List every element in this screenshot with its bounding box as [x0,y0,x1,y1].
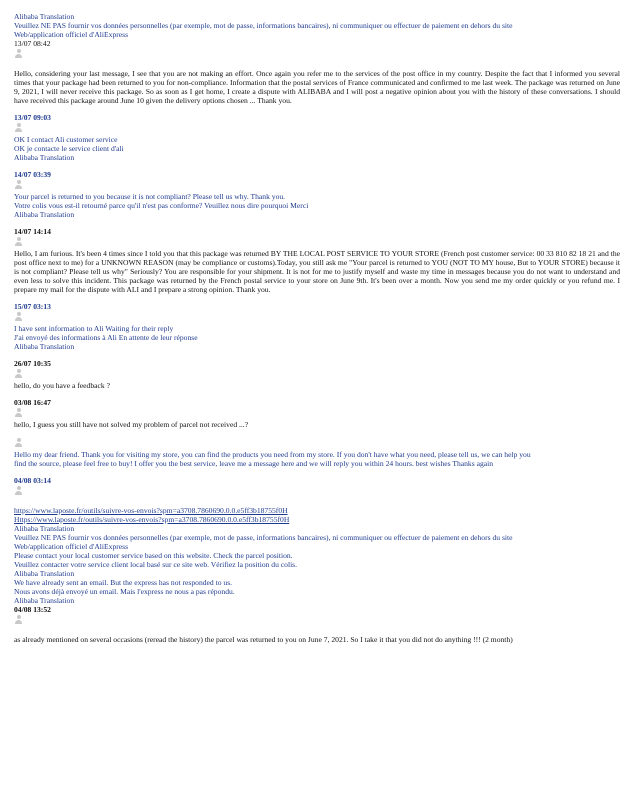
message-timestamp: 04/08 03:14 [14,476,51,485]
chat-transcript-document [14,12,620,644]
message-block [14,635,620,644]
message-timestamp: 04/08 13:52 [14,605,51,614]
message-block [14,381,620,390]
message-line: Web/application officiel d'AliExpress [14,542,129,551]
tracking-link[interactable]: Https://www.laposte.fr/outils/suivre-vos-envois?spm=a3708.7860690.0.0.e5ff3b18755f0H [14,515,290,524]
message-paragraph: Hello, I am furious. It's been 4 times since I told you that this package was returned BY THE LOCAL POST SERVICE TO YOUR STORE (French post customer service: 00 33 810 82 18 21 and the post office next to me) for a UNKNOWN REASON (may be compliance or customs).Today, you still ask me "Your parcel is returned to YOU (NOT TO MY house, But to YOUR STORE) because it is not compliant? Please tell us why" Seriously? You are responsible for your shipment. It is not for me to justify myself and waste my time in messages because you do not want to understand and even less to solve this incident. This package was returned by the French postal service to your store on June 9th. It's been over a month. Now you send me my order quickly or you refund me. I prepare my mail for the dispute with ALI and I prepare a strong opinion. Thank you. [14,249,620,294]
message-line: 13/07 08:42 [14,39,51,48]
message-line: find the source, please feel free to buy! I offer you the best service, leave me a message here and we will reply you within 24 hours. best wishes Thanks again [14,459,494,468]
message-timestamp: 14/07 03:39 [14,170,51,179]
spacer [14,162,620,170]
message-timestamp: 03/08 16:47 [14,398,51,407]
message-line: Alibaba Translation [14,12,75,21]
message-timestamp: 26/07 10:35 [14,359,51,368]
spacer [14,429,620,437]
message-block [14,39,620,48]
avatar-icon [14,48,620,61]
spacer [14,627,620,635]
message-line: Please contact your local customer service based on this website. Check the parcel position. [14,551,293,560]
message-line: Your parcel is returned to you because it is not compliant? Please tell us why. Thank you. [14,192,286,201]
message-block [14,192,620,219]
spacer [14,219,620,227]
message-line: Veuillez contacter votre service client local basé sur ce site web. Vérifiez la position du colis. [14,560,298,569]
message-block [14,506,620,605]
message-line: Alibaba Translation [14,524,75,533]
avatar-icon [14,485,620,498]
message-line: Nous avons déjà envoyé un email. Mais l'express ne nous a pas répondu. [14,587,235,596]
message-timestamp: 13/07 09:03 [14,113,51,122]
message-line: Alibaba Translation [14,569,75,578]
avatar-icon [14,122,620,135]
avatar-icon [14,614,620,627]
message-line: Veuillez NE PAS fournir vos données personnelles (par exemple, mot de passe, informations bancaires), ni communiquer ou effectuer de paiement en dehors du site [14,21,513,30]
spacer [14,498,620,506]
message-line: Alibaba Translation [14,210,75,219]
message-line: I have sent information to Ali Waiting for their reply [14,324,174,333]
message-line: Alibaba Translation [14,342,75,351]
message-line: Alibaba Translation [14,596,75,605]
spacer [14,61,620,69]
spacer [14,294,620,302]
avatar-icon [14,236,620,249]
message-line: OK I contact Ali customer service [14,135,118,144]
message-block [14,135,620,162]
avatar-icon [14,407,620,420]
avatar-icon [14,311,620,324]
spacer [14,468,620,476]
avatar-icon [14,179,620,192]
avatar-icon [14,437,620,450]
avatar-icon [14,368,620,381]
message-line: Votre colis vous est-il retourné parce qu'il n'est pas conforme? Veuillez nous dire pourquoi Merci [14,201,309,210]
message-line: Veuillez NE PAS fournir vos données personnelles (par exemple, mot de passe, informations bancaires), ni communiquer ou effectuer de paiement en dehors du site [14,533,513,542]
message-block [14,420,620,429]
message-paragraph: Hello, considering your last message, I see that you are not making an effort. Once again you refer me to the services of the post office in my country. Despite the fact that I informed you several times that your package had been returned to you for non-compliance. Information that the postal services of France communicated and confirmed to me last week. The package was returned on June 9, 2021, I will never receive this package. So as soon as I get home, I create a dispute with ALIBABA and I will post a negative opinion about you with the history of these conversations. I should have received this package around June 10 given the delivery options chosen ... Thank you. [14,69,620,105]
message-line: Hello my dear friend. Thank you for visiting my store, you can find the products you need from my store. If you don't have what you need, please tell us, we can help you [14,450,531,459]
message-line: Alibaba Translation [14,153,75,162]
message-block [14,12,620,39]
message-line: We have already sent an email. But the express has not responded to us. [14,578,233,587]
message-line: Web/application officiel d'AliExpress [14,30,129,39]
tracking-link[interactable]: https://www.laposte.fr/outils/suivre-vos-envois?spm=a3708.7860690.0.0.e5ff3b18755f0H [14,506,288,515]
message-block [14,324,620,351]
message-timestamp: 14/07 14:14 [14,227,51,236]
message-line: hello, do you have a feedback ? [14,381,110,390]
spacer [14,105,620,113]
message-block [14,450,620,468]
message-timestamp: 15/07 03:13 [14,302,51,311]
message-line: as already mentioned on several occasions (reread the history) the parcel was returned to you on June 7, 2021. So I take it that you did not do anything !!! (2 month) [14,635,513,644]
message-line: OK je contacte le service client d'ali [14,144,124,153]
spacer [14,390,620,398]
spacer [14,351,620,359]
message-line: hello, I guess you still have not solved my problem of parcel not received ...? [14,420,249,429]
message-line: J'ai envoyé des informations à Ali En attente de leur réponse [14,333,198,342]
